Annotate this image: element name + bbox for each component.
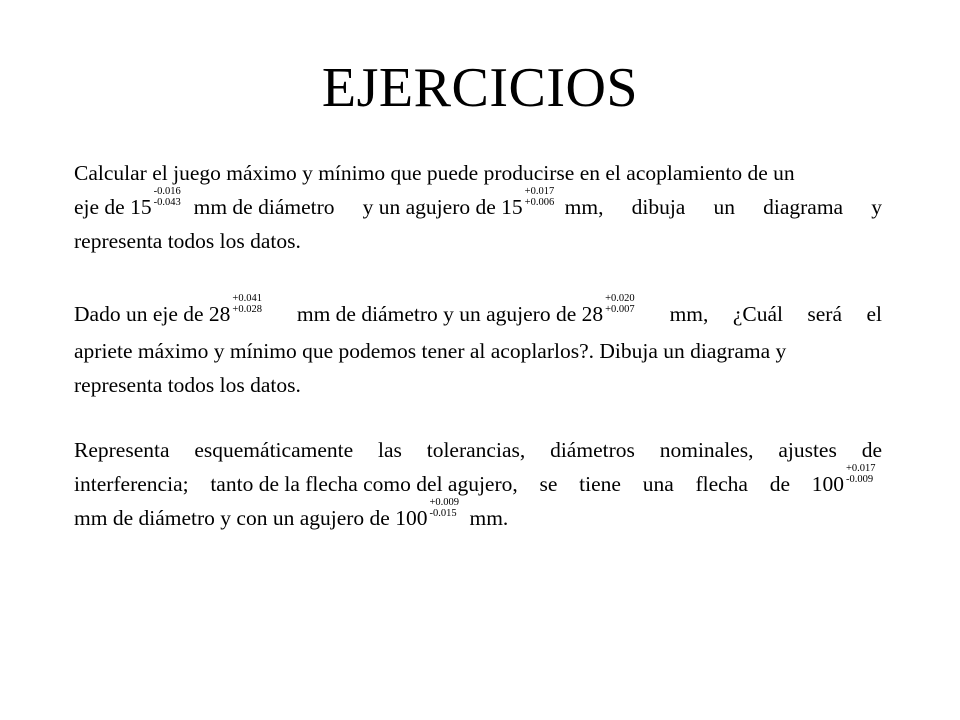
- text-segment: una: [642, 472, 674, 496]
- exercise-3-line-3: [74, 497, 882, 535]
- text-segment: ¿Cuál: [732, 302, 783, 326]
- text-segment: Dado un eje de 28 +0.041 +0.028: [74, 297, 272, 331]
- exercise-3-line-2: [74, 463, 882, 501]
- exercise-1-line-1: Calcular el juego máximo y mínimo que puede producirse en el acoplamiento de un: [74, 161, 795, 185]
- exercise-2-line-2: apriete máximo y mínimo que podemos tener al acoplarlos?. Dibuja un diagrama y: [74, 339, 787, 363]
- exercise-2-line-3: representa todos los datos.: [74, 373, 301, 397]
- text-segment: ajustes: [778, 438, 837, 462]
- exercise-2: [74, 293, 882, 402]
- text-segment: las: [378, 438, 402, 462]
- text-segment: nominales,: [659, 438, 754, 462]
- hole-tolerance: +0.009 -0.015: [429, 497, 460, 519]
- text-segment: y: [871, 195, 882, 219]
- text-segment: diámetros: [550, 438, 635, 462]
- text-segment: de: [861, 438, 882, 462]
- text-segment: 100 +0.017 -0.009: [812, 467, 882, 501]
- exercise-1: [74, 156, 882, 258]
- text-segment: esquemáticamente: [194, 438, 354, 462]
- exercise-1-line-3: representa todos los datos.: [74, 229, 301, 253]
- shaft-tolerance: -0.016 -0.043: [153, 186, 181, 208]
- slide-title: EJERCICIOS: [321, 57, 639, 119]
- text-segment: diagrama: [763, 195, 844, 219]
- text-segment: y un agujero de 15 +0.017 +0.006 mm,: [362, 186, 604, 219]
- text-segment: mm,: [669, 302, 709, 326]
- text-segment: un: [713, 195, 735, 219]
- text-segment: tiene: [579, 472, 621, 496]
- exercise-2-line-1: [74, 293, 882, 331]
- text-segment: Representa: [74, 438, 170, 462]
- text-segment: será: [807, 302, 843, 326]
- text-segment: tolerancias,: [426, 438, 526, 462]
- text-segment: tanto de la flecha como del agujero,: [210, 472, 518, 496]
- text-segment: mm.: [469, 506, 509, 530]
- exercise-1-line-2: [74, 186, 882, 224]
- text-segment: el: [866, 302, 882, 326]
- exercise-3: [74, 433, 882, 535]
- text-segment: se: [539, 472, 558, 496]
- text-segment: dibuja: [631, 195, 686, 219]
- text-segment: mm de diámetro y un agujero de 28 +0.020 +0.007: [297, 297, 645, 331]
- text-segment: interferencia;: [74, 472, 189, 496]
- text-segment: mm de diámetro y con un agujero de 100: [74, 506, 428, 530]
- shaft-tolerance: +0.041 +0.028: [232, 293, 262, 315]
- exercise-3-line-1: [74, 433, 882, 467]
- hole-tolerance: +0.020 +0.007: [605, 293, 635, 315]
- text-segment: de: [769, 472, 791, 496]
- text-segment: eje de 15 -0.016 -0.043 mm de diámetro: [74, 186, 335, 219]
- hole-tolerance: +0.017 +0.006: [524, 186, 555, 208]
- shaft-tolerance: +0.017 -0.009: [846, 463, 876, 485]
- text-segment: flecha: [695, 472, 748, 496]
